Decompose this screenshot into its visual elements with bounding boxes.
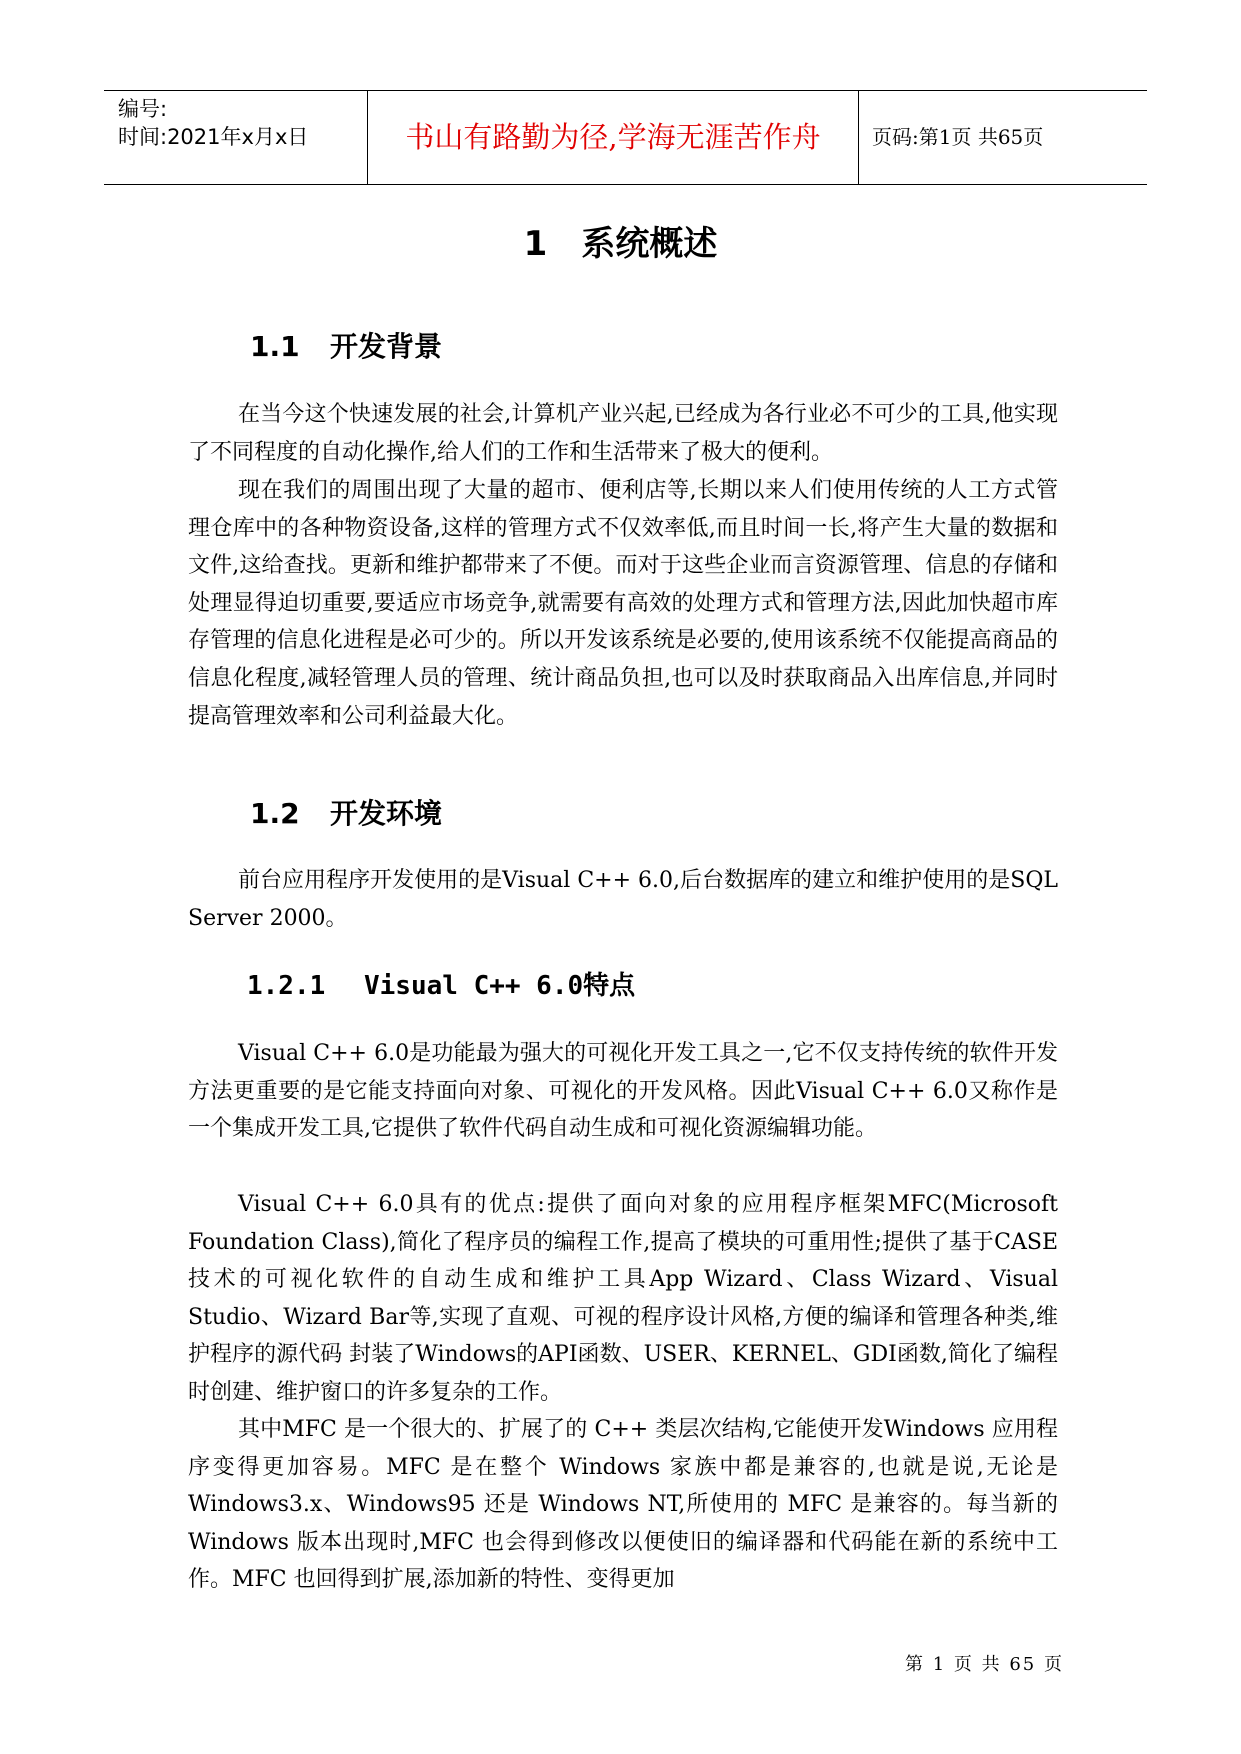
paragraph: 现在我们的周围出现了大量的超市、便利店等,长期以来人们使用传统的人工方式管理仓库中的各种物资设备,这样的管理方式不仅效率低,而且时间一长,将产生大量的数据和文件,这给查找。更新和维护都带来了不便。而对于这些企业而言资源管理、信息的存储和处理显得迫切重要,要适应市场竞争,就需要有高效的处理方式和管理方法,因此加快超市库存管理的信息化进程是必可少的。所以开发该系统是必要的,使用该系统不仅能提高商品的信息化程度,减轻管理人员的管理、统计商品负担,也可以及时获取商品入出库信息,并同时提高管理效率和公司利益最大化。 [188, 478, 1058, 729]
header-page-info: 页码:第1页 共65页 [872, 125, 1044, 149]
chapter-number: 1 [523, 224, 548, 264]
subsection-title: Visual C++ 6.0特点 [364, 971, 636, 1001]
chapter-title: 系统概述 [581, 224, 718, 264]
subsection-heading [247, 968, 635, 1004]
subsection-number: 1.2.1 [247, 971, 326, 1001]
section-title: 开发背景 [330, 330, 443, 363]
header-number-label: 编号: [118, 97, 168, 121]
header-motto: 书山有路勤为径,学海无涯苦作舟 [405, 120, 821, 154]
section-number: 1.1 [250, 330, 300, 363]
paragraph: Visual C++ 6.0是功能最为强大的可视化开发工具之一,它不仅支持传统的软件开发方法更重要的是它能支持面向对象、可视化的开发风格。因此Visual C++ 6.0又称作是一个集成开发工具,它提供了软件代码自动生成和可视化资源编辑功能。 [188, 1041, 1058, 1142]
section-number: 1.2 [250, 797, 300, 830]
paragraph: 前台应用程序开发使用的是Visual C++ 6.0,后台数据库的建立和维护使用的是SQL Server 2000。 [188, 868, 1058, 931]
section-heading [250, 795, 442, 833]
section-heading [250, 328, 442, 366]
chapter-heading [0, 222, 1241, 266]
page-footer: 第 1 页 共 65 页 [905, 1654, 1064, 1675]
paragraph: 在当今这个快速发展的社会,计算机产业兴起,已经成为各行业必不可少的工具,他实现了不同程度的自动化操作,给人们的工作和生活带来了极大的便利。 [188, 402, 1058, 465]
header-divider [858, 91, 859, 184]
paragraph: Visual C++ 6.0具有的优点:提供了面向对象的应用程序框架MFC(Microsoft Foundation Class),简化了程序员的编程工作,提高了模块的可重用性;提供了基于CASE技术的可视化软件的自动生成和维护工具App Wizard、Class Wizard、Visual Studio、Wizard Bar等,实现了直观、可视的程序设计风格,方便的编译和管理各种类,维护程序的源代码 封装了Windows的API函数、USER、KERNEL、GDI函数,简化了编程时创建、维护窗口的许多复杂的工作。 [188, 1192, 1058, 1405]
header-meta [118, 95, 308, 151]
page-header [104, 90, 1147, 185]
header-time-label: 时间:2021年x月x日 [118, 125, 309, 149]
section-title: 开发环境 [330, 797, 443, 830]
paragraph: 其中MFC 是一个很大的、扩展了的 C++ 类层次结构,它能使开发Windows 应用程序变得更加容易。MFC 是在整个 Windows 家族中都是兼容的,也就是说,无论是 Windows3.x、Windows95 还是 Windows NT,所使用的 MFC 是兼容的。每当新的 Windows 版本出现时,MFC 也会得到修改以便使旧的编译器和代码能在新的系统中工作。MFC 也回得到扩展,添加新的特性、变得更加 [188, 1417, 1058, 1593]
